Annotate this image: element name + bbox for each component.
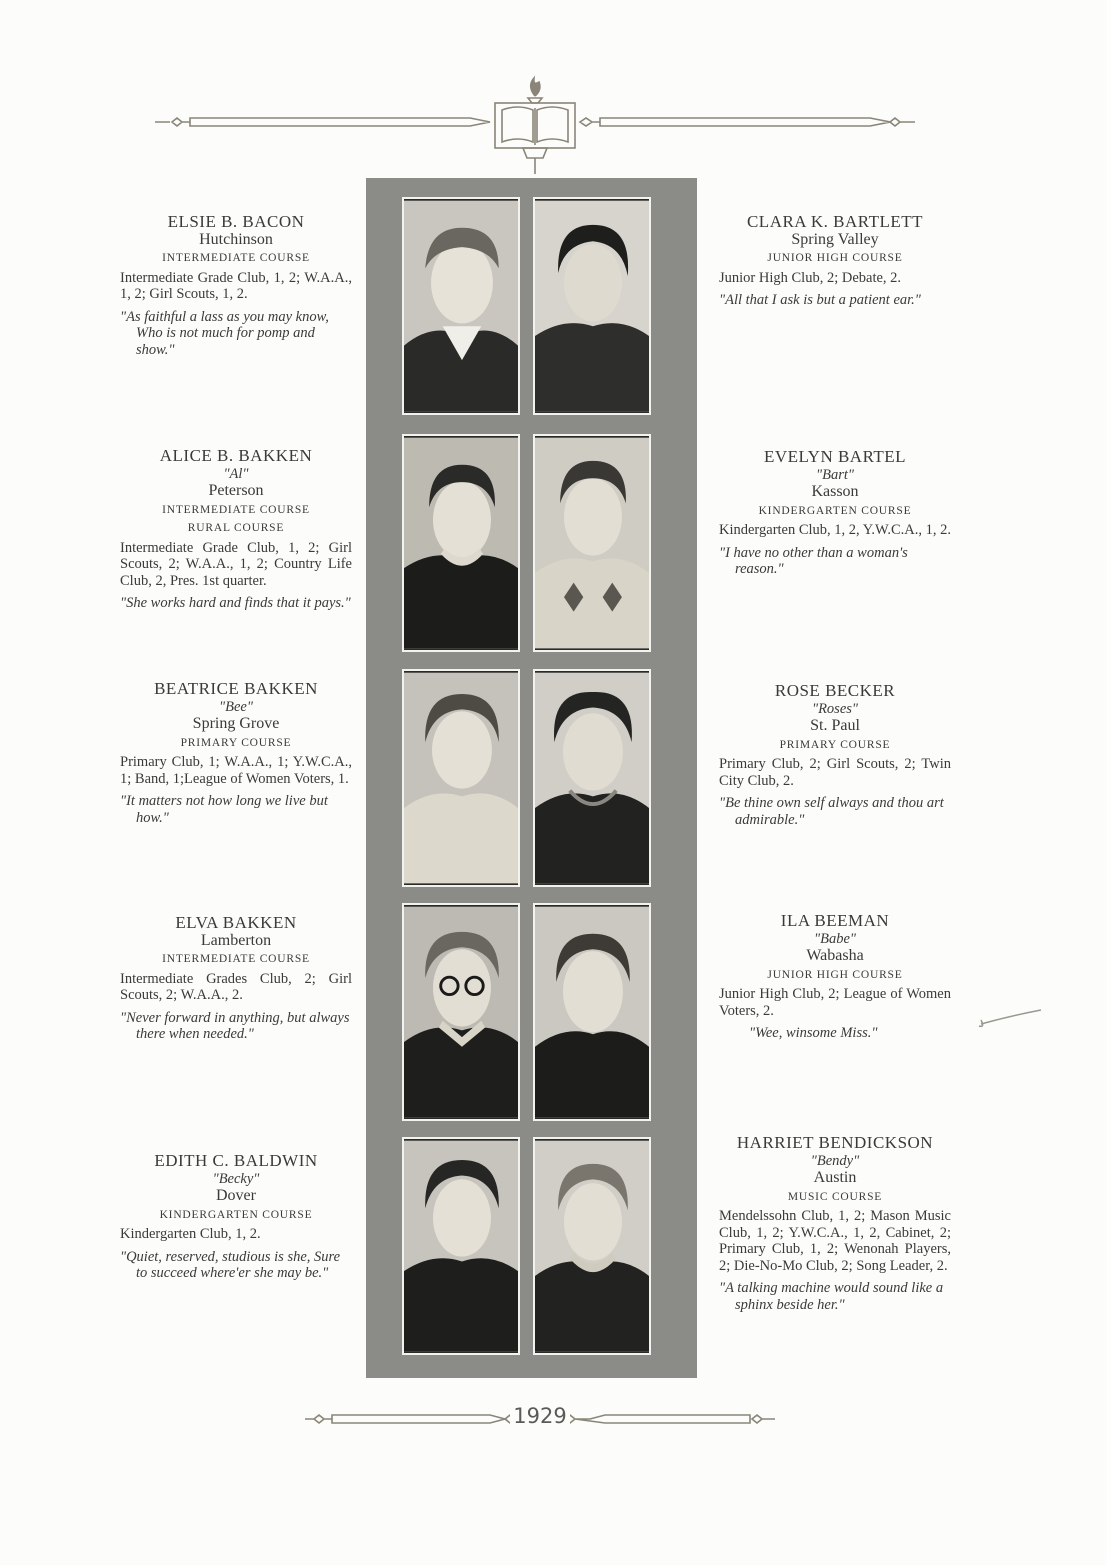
student-name: BEATRICE BAKKEN: [154, 679, 318, 698]
student-name: CLARA K. BARTLETT: [746, 212, 924, 231]
course: MUSIC COURSE: [787, 1190, 883, 1203]
portrait-photo: [402, 434, 520, 652]
portrait-photo: [402, 669, 520, 887]
activities: Junior High Club, 2; Debate, 2.: [719, 269, 902, 286]
activities: Intermediate Grade Club, 1, 2; W.A.A., 1, 2; Girl Scouts, 1, 2.: [120, 269, 352, 302]
hometown: Spring Grove: [192, 715, 280, 732]
student-name: ALICE B. BAKKEN: [159, 446, 313, 465]
course: RURAL COURSE: [187, 522, 285, 534]
quote: "A talking machine would sound like a sphinx beside her.": [719, 1280, 944, 1313]
hometown: Austin: [813, 1169, 857, 1186]
course: INTERMEDIATE COURSE: [162, 503, 310, 516]
activities: Junior High Club, 2; League of Women Voters, 2.: [719, 986, 951, 1019]
portrait-photo: [402, 197, 520, 415]
entry-evelyn-bartel: [719, 449, 951, 578]
portrait-photo: [402, 903, 520, 1121]
quote: "I have no other than a woman's reason.": [719, 544, 908, 577]
quote: "Quiet, reserved, studious is she, Sure to succeed where'er she may be.": [120, 1248, 341, 1281]
header-ornament: [150, 70, 920, 180]
hometown: Spring Valley: [791, 230, 879, 248]
portrait-photo: [533, 434, 651, 652]
portrait-photo: [533, 669, 651, 887]
nickname: "Bendy": [810, 1152, 860, 1169]
nickname: "Bart": [816, 466, 854, 483]
entry-ila-beeman: [719, 913, 951, 1042]
quote: "She works hard and finds that it pays.": [120, 595, 351, 611]
hometown: Kasson: [811, 483, 859, 500]
student-name: ELSIE B. BACON: [167, 212, 305, 231]
nickname: "Bee": [219, 698, 253, 715]
course: PRIMARY COURSE: [180, 736, 292, 749]
hometown: Peterson: [208, 482, 264, 499]
student-name: EVELYN BARTEL: [763, 447, 907, 466]
activities: Primary Club, 2; Girl Scouts, 2; Twin City Club, 2.: [719, 756, 951, 789]
student-name: ELVA BAKKEN: [175, 913, 297, 932]
student-name: ROSE BECKER: [774, 681, 896, 700]
nickname: "Roses": [811, 700, 858, 717]
course: INTERMEDIATE COURSE: [162, 953, 310, 965]
nickname: "Al": [223, 465, 249, 482]
hometown: Hutchinson: [199, 230, 273, 248]
entry-clara-bartlett: [719, 214, 951, 309]
quote: "Never forward in anything, but always there when needed.": [120, 1009, 350, 1042]
activities: Mendelssohn Club, 1, 2; Mason Music Club, 1, 2; Y.W.C.A., 1, 2, Cabinet, 2; Primary Club, 1, 2; Wenonah Players, 2; Die-No-Mo Club, 2; Song Leader, 2.: [719, 1208, 951, 1274]
portrait-photo: [402, 1137, 520, 1355]
activities: Kindergarten Club, 1, 2, Y.W.C.A., 1, 2.: [719, 522, 951, 538]
nickname: "Becky": [212, 1170, 260, 1187]
quote: "Wee, winsome Miss.": [749, 1025, 878, 1041]
hometown: Dover: [216, 1187, 256, 1204]
hometown: St. Paul: [810, 717, 860, 734]
course: KINDERGARTEN COURSE: [758, 504, 912, 517]
portrait-photo: [533, 903, 651, 1121]
hometown: Wabasha: [806, 947, 864, 964]
course: JUNIOR HIGH COURSE: [767, 252, 903, 264]
quote: "As faithful a lass as you may know, Who is not much for pomp and show.": [120, 308, 329, 358]
activities: Intermediate Grades Club, 2; Girl Scouts, 2; W.A.A., 2.: [120, 970, 352, 1003]
student-name: HARRIET BENDICKSON: [736, 1133, 934, 1152]
pencil-mark: [975, 1008, 1045, 1032]
quote: "Be thine own self always and thou art admirable.": [719, 795, 944, 828]
entry-edith-baldwin: [120, 1153, 352, 1282]
activities: Kindergarten Club, 1, 2.: [120, 1226, 261, 1242]
quote: "All that I ask is but a patient ear.": [719, 292, 921, 308]
student-name: ILA BEEMAN: [780, 911, 890, 930]
portrait-photo: [533, 197, 651, 415]
student-name: EDITH C. BALDWIN: [154, 1151, 318, 1170]
quote: "It matters not how long we live but how.": [120, 793, 328, 826]
portrait-photo: [533, 1137, 651, 1355]
course: JUNIOR HIGH COURSE: [767, 968, 903, 981]
activities: Intermediate Grade Club, 1, 2; Girl Scouts, 2; W.A.A., 1, 2; Country Life Club, 2, Pres. 1st quarter.: [120, 539, 352, 589]
course: KINDERGARTEN COURSE: [159, 1208, 313, 1221]
torch-book-emblem: [495, 78, 575, 174]
hometown: Lamberton: [200, 931, 272, 949]
activities: Primary Club, 1; W.A.A., 1; Y.W.C.A., 1; Band, 1;League of Women Voters, 1.: [120, 754, 352, 787]
course: INTERMEDIATE COURSE: [162, 252, 310, 264]
page-year: 1929: [510, 1404, 570, 1428]
entry-harriet-bendickson: [719, 1135, 951, 1313]
entry-rose-becker: [719, 683, 951, 828]
entry-alice-bakken: [120, 448, 352, 612]
entry-beatrice-bakken: [120, 681, 352, 826]
nickname: "Babe": [814, 930, 856, 947]
course: PRIMARY COURSE: [779, 738, 891, 751]
entry-elva-bakken: [120, 915, 352, 1043]
entry-elsie-bacon: [120, 214, 352, 358]
